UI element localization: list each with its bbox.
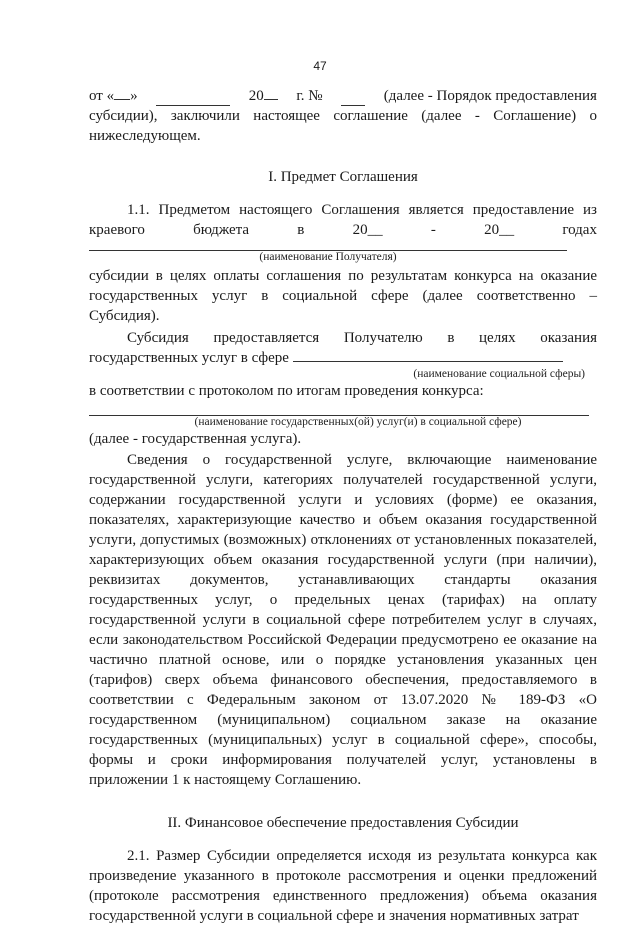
- section-1-title: I. Предмет Соглашения: [268, 169, 418, 185]
- intro-line-1: от « » 20 г. № (далее - Порядок предоставления: [89, 88, 597, 104]
- services-blank-line: [89, 401, 589, 416]
- caption-services: (наименование государственных(ой) услуг(и) в социальной сфере): [194, 416, 522, 428]
- paragraph-1-3: Субсидия предоставляется Получателю в целях оказания: [127, 330, 597, 346]
- document-body: [89, 86, 597, 926]
- caption-sphere: (наименование социальной сферы): [413, 368, 585, 380]
- section-2-title: II. Финансовое обеспечение предоставления Субсидии: [167, 815, 519, 831]
- paragraph-2-1: 2.1. Размер Субсидии определяется исходя из результата конкурса как произведение указанного в протоколе рассмотрения и оценки предложений (протоколе рассмотрения единственного предложения) объема оказания государственной услуги в социальной сфере и значения нормативных затрат: [89, 848, 597, 924]
- intro-line-2: субсидии), заключили настоящее соглашение (далее - Соглашение) о: [89, 108, 597, 124]
- paragraph-1-1: 1.1. Предметом настоящего Соглашения является предоставление из: [127, 202, 597, 218]
- paragraph-1-5: (далее - государственная услуга).: [89, 431, 302, 447]
- month-blank: [156, 86, 230, 106]
- paragraph-1-6: Сведения о государственной услуге, включающие наименование государственной услуги, категориях получателей государственной услуги, содержании государственной услуги и условиях (форме) ее оказания, показателях, характеризующие качество и объем оказания государственной услуги, допустимых (возможных) отклонениях от установленных показателей, характеризующих объем оказания государственной услуги (при наличии), реквизитах документов, устанавливающих стандарты оказания государственных услуг, о предельных ценах (тарифах) на оплату государственной услуги в социальной сфере потребителем услуг в случаях, если законодательством Российской Федерации предусмотрено ее оказание на частично платной основе, или о порядке установления указанных цен (тарифов) сверх объема финансового обеспечения, предоставляемого в соответствии с Федеральным законом от 13.07.2020 № 189-ФЗ «О государственном (муниципальном) социальном заказе на оказание государственных (муниципальных) услуг в социальной сфере», способы, формы и сроки информирования получателей услуг, установлены в приложении 1 к настоящему Соглашению.: [89, 452, 597, 788]
- caption-recipient: (наименование Получателя): [259, 251, 397, 263]
- paragraph-1-4: в соответствии с протоколом по итогам проведения конкурса:: [89, 383, 484, 399]
- sphere-blank: [293, 361, 563, 362]
- paragraph-1-2: субсидии в целях оплаты соглашения по результатам конкурса на оказание государственных услуг в социальной сфере (далее соответственно – Субсидия).: [89, 268, 597, 324]
- intro-line-3: нижеследующем.: [89, 128, 201, 144]
- number-blank: [341, 86, 365, 106]
- paragraph-1-3-line-2: государственных услуг в сфере: [89, 348, 597, 368]
- paragraph-1-1-line-2: краевого бюджета в 20__ - 20__ годах: [89, 222, 597, 238]
- page-number: 47: [313, 59, 327, 73]
